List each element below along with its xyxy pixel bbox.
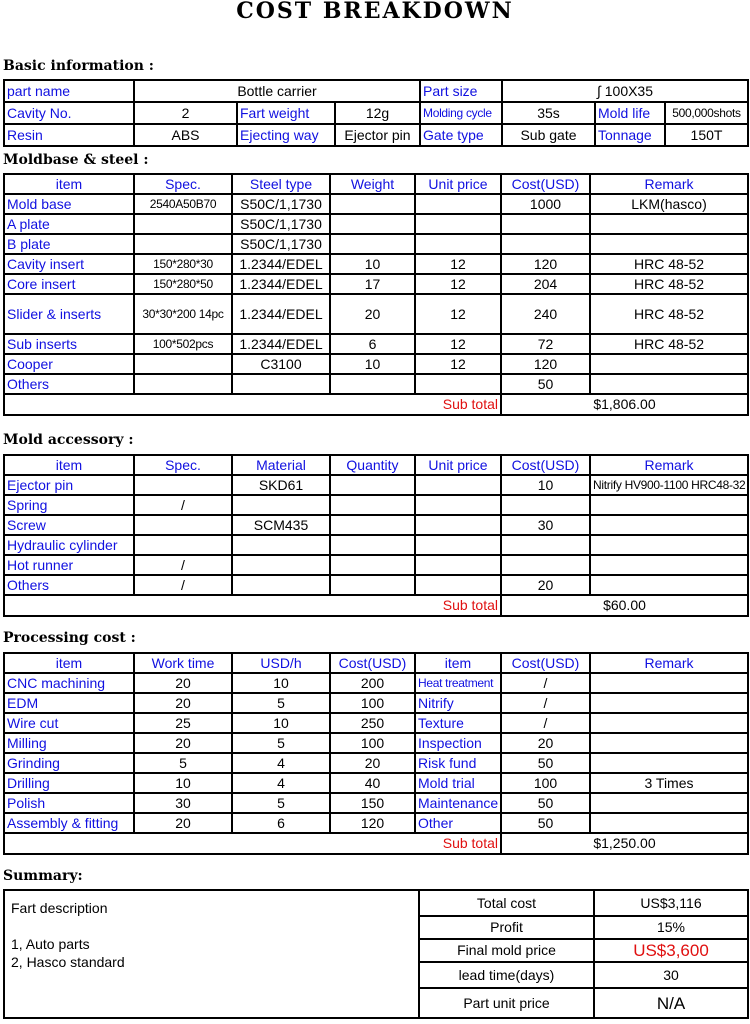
page-title: COST BREAKDOWN [236, 0, 514, 24]
table-cell: 6 [232, 813, 330, 833]
row-label: Other [415, 813, 501, 833]
basic-info-table [3, 79, 749, 147]
resin-label: Resin [4, 124, 134, 146]
table-row [4, 773, 748, 793]
table-cell: 10 [232, 673, 330, 693]
table-cell: 12 [415, 354, 501, 374]
table-cell: HRC 48-52 [590, 274, 748, 294]
table-cell: 20 [501, 575, 590, 595]
accessory-col-header: Material [232, 455, 330, 475]
subtotal-label: Sub total [415, 595, 501, 616]
row-label: Assembly & fitting [4, 813, 134, 833]
summary-table [3, 889, 749, 1019]
table-cell: 30 [501, 515, 590, 535]
table-row [4, 753, 748, 773]
summary-heading: Summary: [3, 868, 83, 884]
table-cell: 6 [330, 334, 415, 354]
table-cell: 50 [501, 753, 590, 773]
table-cell [330, 214, 415, 234]
table-cell [232, 495, 330, 515]
row-label: Sub inserts [4, 334, 134, 354]
table-cell [590, 713, 748, 733]
table-cell [134, 374, 232, 394]
table-cell [501, 214, 590, 234]
table-cell: HRC 48-52 [590, 294, 748, 334]
table-cell [330, 234, 415, 254]
row-label: Risk fund [415, 753, 501, 773]
table-cell [330, 575, 415, 595]
table-cell: 4 [232, 773, 330, 793]
processing-heading: Processing cost : [3, 630, 136, 646]
part-size-value: ∫ 100X35 [502, 80, 748, 102]
table-cell: 120 [330, 813, 415, 833]
table-cell: / [134, 555, 232, 575]
accessory-col-header: Remark [590, 455, 748, 475]
final-price-label: Final mold price [419, 939, 594, 962]
gate-label: Gate type [420, 124, 502, 146]
table-cell: 40 [330, 773, 415, 793]
table-cell [415, 555, 501, 575]
table-cell: 12 [415, 334, 501, 354]
table-cell: 204 [501, 274, 590, 294]
table-row [4, 274, 748, 294]
table-cell: 5 [232, 733, 330, 753]
row-label: Others [4, 575, 134, 595]
table-cell [501, 495, 590, 515]
row-label: Slider & inserts [4, 294, 134, 334]
table-cell [134, 354, 232, 374]
accessory-col-header: Unit price [415, 455, 501, 475]
moldbase-col-header: Unit price [415, 174, 501, 194]
table-cell [330, 475, 415, 495]
table-cell [590, 575, 748, 595]
table-cell: 50 [501, 813, 590, 833]
table-cell: LKM(hasco) [590, 194, 748, 214]
table-cell: 1.2344/EDEL [232, 254, 330, 274]
row-label: Inspection [415, 733, 501, 753]
table-cell: 10 [501, 475, 590, 495]
total-cost-value: US$3,116 [594, 890, 748, 916]
table-cell: 20 [330, 753, 415, 773]
unit-price-label: Part unit price [419, 988, 594, 1018]
processing-col-header: item [4, 653, 134, 673]
table-cell: 30 [134, 793, 232, 813]
table-row [4, 793, 748, 813]
table-cell: 10 [330, 354, 415, 374]
table-cell: 25 [134, 713, 232, 733]
table-cell: HRC 48-52 [590, 254, 748, 274]
table-cell: 12 [415, 274, 501, 294]
table-cell: 4 [232, 753, 330, 773]
subtotal-value: $1,250.00 [501, 833, 748, 854]
moldbase-table [3, 173, 749, 416]
table-cell: 5 [232, 793, 330, 813]
moldbase-col-header: Cost(USD) [501, 174, 590, 194]
processing-col-header: Remark [590, 653, 748, 673]
table-cell: SCM435 [232, 515, 330, 535]
table-cell [330, 535, 415, 555]
table-cell [590, 354, 748, 374]
table-row [4, 294, 748, 334]
table-cell: Nitrify HV900-1100 HRC48-32 [590, 475, 748, 495]
table-cell: 150*280*30 [134, 254, 232, 274]
row-label: Wire cut [4, 713, 134, 733]
cavity-value: 2 [134, 102, 237, 124]
table-cell [330, 194, 415, 214]
table-cell: 150 [330, 793, 415, 813]
table-cell: 5 [232, 693, 330, 713]
table-cell: 20 [134, 813, 232, 833]
basic-row-3 [4, 124, 748, 146]
part-name-value: Bottle carrier [134, 80, 420, 102]
table-cell: 50 [501, 374, 590, 394]
row-label: EDM [4, 693, 134, 713]
processing-table [3, 652, 749, 855]
row-label: Ejector pin [4, 475, 134, 495]
row-label: Polish [4, 793, 134, 813]
table-cell: / [501, 693, 590, 713]
row-label: Hydraulic cylinder [4, 535, 134, 555]
table-cell [134, 475, 232, 495]
table-cell [415, 515, 501, 535]
table-cell: 20 [501, 733, 590, 753]
processing-col-header: Cost(USD) [501, 653, 590, 673]
table-cell: SKD61 [232, 475, 330, 495]
row-label: Nitrify [415, 693, 501, 713]
table-cell [415, 234, 501, 254]
table-row [4, 334, 748, 354]
resin-value: ABS [134, 124, 237, 146]
table-row [4, 214, 748, 234]
subtotal-spacer [4, 595, 415, 616]
table-cell: 240 [501, 294, 590, 334]
unit-price-value: N/A [594, 988, 748, 1018]
table-cell: 200 [330, 673, 415, 693]
cycle-label: Molding cycle [420, 102, 502, 124]
part-name-label: part name [4, 80, 134, 102]
table-cell: 50 [501, 793, 590, 813]
table-cell: / [501, 713, 590, 733]
table-cell: 20 [134, 673, 232, 693]
accessory-subtotal-row [4, 595, 748, 616]
accessory-col-header: Spec. [134, 455, 232, 475]
table-cell [134, 515, 232, 535]
mold-life-label: Mold life [595, 102, 665, 124]
row-label: Mold base [4, 194, 134, 214]
accessory-col-header: Quantity [330, 455, 415, 475]
table-cell [415, 535, 501, 555]
table-cell: 120 [501, 254, 590, 274]
processing-col-header: USD/h [232, 653, 330, 673]
row-label: B plate [4, 234, 134, 254]
table-row [4, 733, 748, 753]
subtotal-value: $1,806.00 [501, 394, 748, 415]
table-cell: 10 [232, 713, 330, 733]
table-cell: / [134, 495, 232, 515]
accessory-col-header: Cost(USD) [501, 455, 590, 475]
description-line-1: 1, Auto parts [11, 936, 90, 952]
table-cell [232, 575, 330, 595]
row-label: Mold trial [415, 773, 501, 793]
table-cell: 30*30*200 14pc [134, 294, 232, 334]
moldbase-subtotal-row [4, 394, 748, 415]
table-cell: / [501, 673, 590, 693]
table-cell: 72 [501, 334, 590, 354]
subtotal-label: Sub total [415, 833, 501, 854]
table-cell [590, 555, 748, 575]
table-cell [501, 555, 590, 575]
lead-time-label: lead time(days) [419, 962, 594, 988]
table-row [4, 194, 748, 214]
table-cell [134, 214, 232, 234]
moldbase-col-header: Remark [590, 174, 748, 194]
table-cell: 100 [330, 733, 415, 753]
table-row [4, 555, 748, 575]
ejecting-value: Ejector pin [335, 124, 420, 146]
accessory-heading: Mold accessory : [3, 432, 134, 448]
table-cell [415, 495, 501, 515]
table-cell: 10 [134, 773, 232, 793]
table-cell: 1.2344/EDEL [232, 294, 330, 334]
table-row [4, 693, 748, 713]
row-label: Texture [415, 713, 501, 733]
cavity-label: Cavity No. [4, 102, 134, 124]
table-cell [232, 374, 330, 394]
table-row [4, 234, 748, 254]
gate-value: Sub gate [502, 124, 595, 146]
tonnage-value: 150T [665, 124, 748, 146]
table-cell: 17 [330, 274, 415, 294]
row-label: Cooper [4, 354, 134, 374]
part-description [4, 890, 419, 1018]
moldbase-col-header: Spec. [134, 174, 232, 194]
description-title: Fart description [11, 900, 108, 916]
row-label: Milling [4, 733, 134, 753]
ejecting-label: Ejecting way [237, 124, 335, 146]
table-cell [590, 813, 748, 833]
table-row [4, 575, 748, 595]
table-row [4, 673, 748, 693]
moldbase-heading: Moldbase & steel : [3, 152, 149, 168]
table-row [4, 535, 748, 555]
table-cell [590, 234, 748, 254]
table-cell: 100 [330, 693, 415, 713]
processing-subtotal-row [4, 833, 748, 854]
moldbase-col-header: Weight [330, 174, 415, 194]
table-cell: 1.2344/EDEL [232, 274, 330, 294]
description-line-2: 2, Hasco standard [11, 954, 125, 970]
table-row [4, 515, 748, 535]
table-cell: 12 [415, 254, 501, 274]
row-label: Core insert [4, 274, 134, 294]
table-cell: 150*280*50 [134, 274, 232, 294]
row-label: CNC machining [4, 673, 134, 693]
table-cell [232, 555, 330, 575]
table-cell [415, 575, 501, 595]
row-label: Others [4, 374, 134, 394]
table-row [4, 495, 748, 515]
lead-time-value: 30 [594, 962, 748, 988]
table-cell: S50C/1,1730 [232, 234, 330, 254]
table-cell: 100*502pcs [134, 334, 232, 354]
table-cell: S50C/1,1730 [232, 194, 330, 214]
table-cell [330, 515, 415, 535]
subtotal-label: Sub total [415, 394, 501, 415]
table-cell [415, 194, 501, 214]
table-cell [501, 535, 590, 555]
table-cell [590, 753, 748, 773]
table-cell: 5 [134, 753, 232, 773]
table-cell: 1.2344/EDEL [232, 334, 330, 354]
table-cell: 1000 [501, 194, 590, 214]
moldbase-col-header: Steel type [232, 174, 330, 194]
cycle-value: 35s [502, 102, 595, 124]
accessory-header-row [4, 455, 748, 475]
row-label: A plate [4, 214, 134, 234]
table-cell [415, 475, 501, 495]
mold-life-value: 500,000shots [665, 102, 748, 124]
profit-value: 15% [594, 916, 748, 939]
profit-label: Profit [419, 916, 594, 939]
table-cell: 2540A50B70 [134, 194, 232, 214]
table-cell: C3100 [232, 354, 330, 374]
table-cell [415, 374, 501, 394]
table-row [4, 254, 748, 274]
table-row [4, 813, 748, 833]
table-cell: 20 [134, 693, 232, 713]
table-cell [134, 535, 232, 555]
table-cell: 20 [134, 733, 232, 753]
row-label: Drilling [4, 773, 134, 793]
table-cell [590, 535, 748, 555]
table-cell: 10 [330, 254, 415, 274]
row-label: Screw [4, 515, 134, 535]
row-label: Hot runner [4, 555, 134, 575]
table-cell [590, 693, 748, 713]
table-cell [590, 793, 748, 813]
processing-col-header: item [415, 653, 501, 673]
table-cell [134, 234, 232, 254]
basic-row-2 [4, 102, 748, 124]
table-cell [590, 214, 748, 234]
row-label: Maintenance [415, 793, 501, 813]
subtotal-spacer [4, 394, 415, 415]
accessory-table [3, 454, 749, 617]
table-cell [330, 495, 415, 515]
weight-label: Fart weight [237, 102, 335, 124]
row-label: Heat treatment [415, 673, 501, 693]
table-cell: HRC 48-52 [590, 334, 748, 354]
table-cell [590, 495, 748, 515]
table-cell [330, 374, 415, 394]
table-row [4, 374, 748, 394]
tonnage-label: Tonnage [595, 124, 665, 146]
moldbase-col-header: item [4, 174, 134, 194]
table-cell: 12 [415, 294, 501, 334]
part-size-label: Part size [420, 80, 502, 102]
subtotal-spacer [4, 833, 415, 854]
table-cell [590, 733, 748, 753]
basic-row-1 [4, 80, 748, 102]
table-row [4, 475, 748, 495]
table-cell: 20 [330, 294, 415, 334]
processing-col-header: Work time [134, 653, 232, 673]
table-row [4, 354, 748, 374]
row-label: Cavity insert [4, 254, 134, 274]
table-cell: S50C/1,1730 [232, 214, 330, 234]
table-cell [590, 374, 748, 394]
table-cell [232, 535, 330, 555]
table-cell: 120 [501, 354, 590, 374]
table-cell: 250 [330, 713, 415, 733]
weight-value: 12g [335, 102, 420, 124]
table-cell [330, 555, 415, 575]
processing-header-row [4, 653, 748, 673]
row-label: Grinding [4, 753, 134, 773]
basic-info-heading: Basic information : [3, 58, 154, 74]
moldbase-header-row [4, 174, 748, 194]
table-cell: / [134, 575, 232, 595]
table-cell: 3 Times [590, 773, 748, 793]
row-label: Spring [4, 495, 134, 515]
accessory-col-header: item [4, 455, 134, 475]
total-cost-label: Total cost [419, 890, 594, 916]
table-cell: 100 [501, 773, 590, 793]
final-price-value: US$3,600 [594, 939, 748, 962]
table-cell [590, 515, 748, 535]
processing-col-header: Cost(USD) [330, 653, 415, 673]
table-cell [501, 234, 590, 254]
table-cell [415, 214, 501, 234]
subtotal-value: $60.00 [501, 595, 748, 616]
table-cell [590, 673, 748, 693]
table-row [4, 713, 748, 733]
